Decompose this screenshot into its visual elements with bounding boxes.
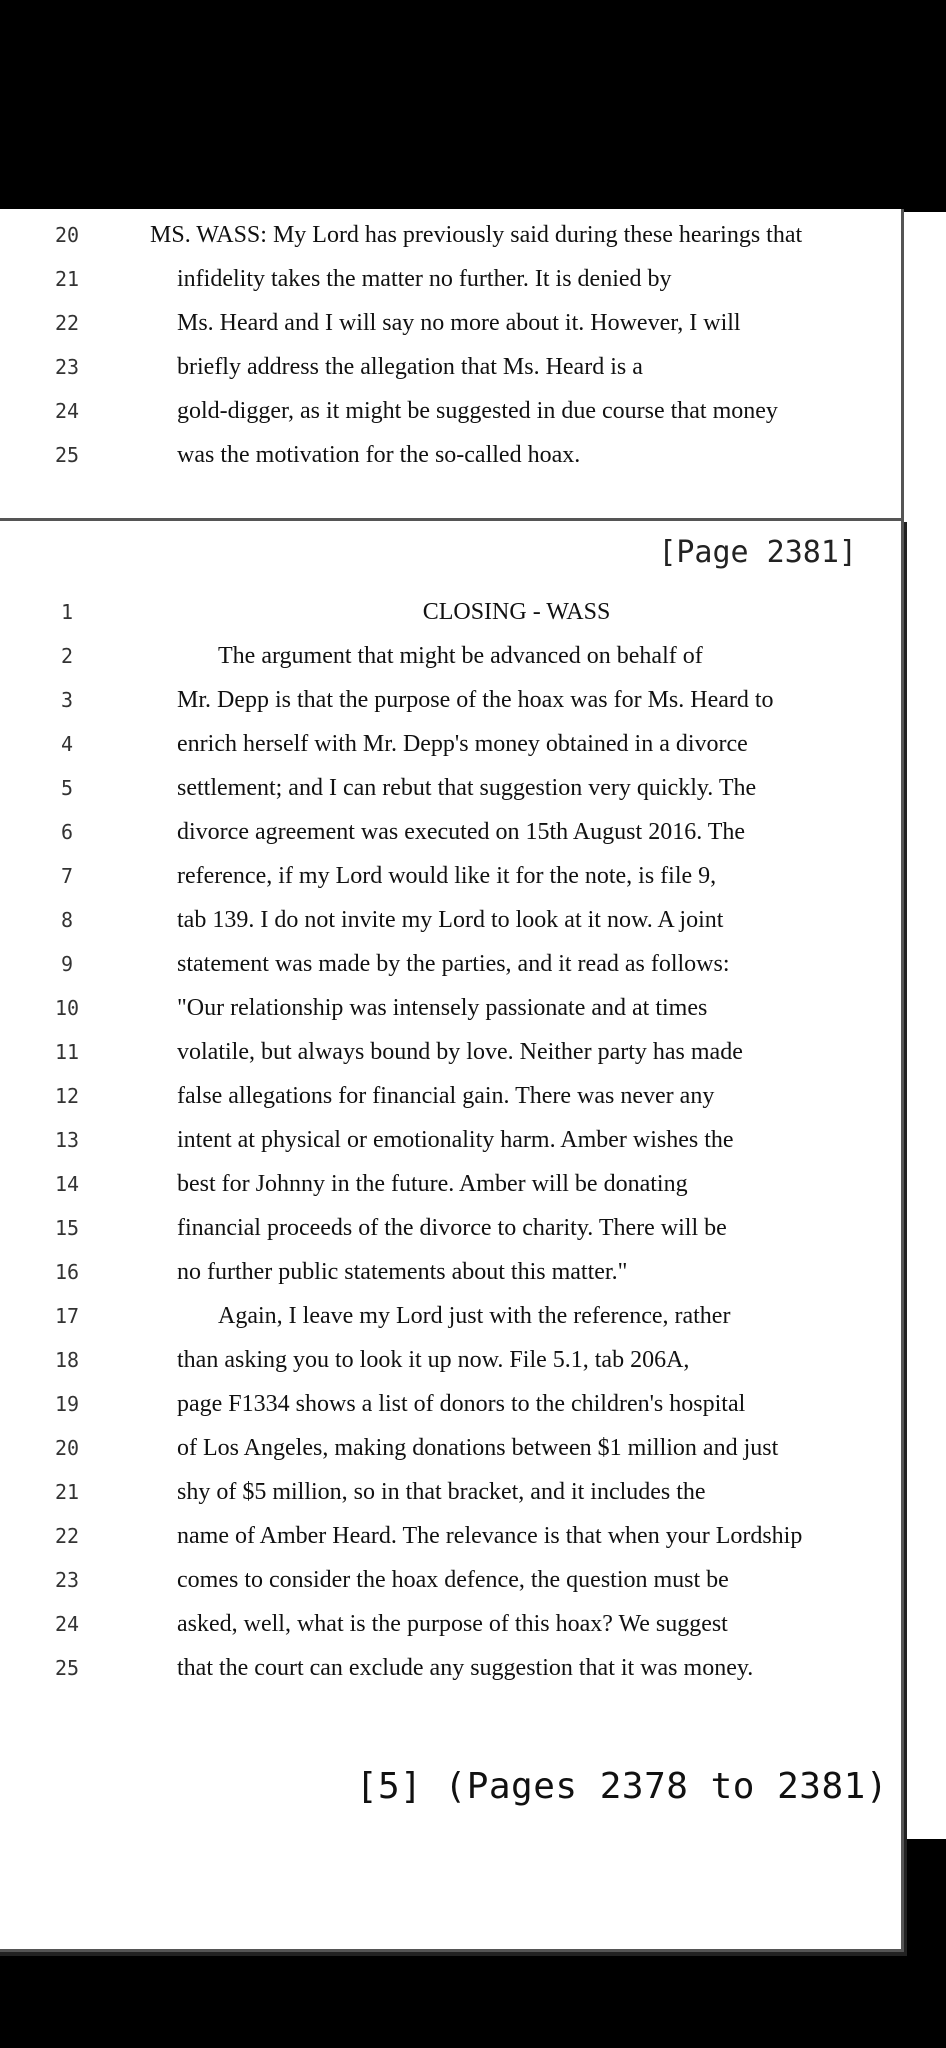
line-number: 23 [54, 1568, 80, 1592]
transcript-line [0, 1602, 901, 1646]
line-number: 15 [54, 1216, 80, 1240]
line-number: 1 [60, 600, 74, 624]
line-text: name of Amber Heard. The relevance is that when your Lordship [177, 1523, 803, 1549]
line-text: best for Johnny in the future. Amber will be donating [177, 1171, 688, 1197]
line-number: 8 [60, 908, 74, 932]
line-text: was the motivation for the so-called hoax. [177, 442, 581, 468]
line-number: 10 [54, 996, 80, 1020]
line-text: comes to consider the hoax defence, the question must be [177, 1567, 729, 1593]
line-number: 6 [60, 820, 74, 844]
line-number: 11 [54, 1040, 80, 1064]
transcript-line [0, 1250, 901, 1294]
line-text: enrich herself with Mr. Depp's money obtained in a divorce [177, 731, 748, 757]
transcript-line [0, 1382, 901, 1426]
line-number: 25 [54, 443, 80, 467]
line-number: 20 [54, 1436, 80, 1460]
transcript-line [0, 1074, 901, 1118]
line-number: 7 [60, 864, 74, 888]
line-number: 24 [54, 399, 80, 423]
line-number: 20 [54, 223, 80, 247]
transcript-line [0, 810, 901, 854]
transcript-line [0, 389, 901, 433]
line-number: 24 [54, 1612, 80, 1636]
transcript-line [0, 986, 901, 1030]
line-number: 22 [54, 1524, 80, 1548]
line-text: Again, I leave my Lord just with the reference, rather [218, 1303, 731, 1329]
line-text: statement was made by the parties, and it read as follows: [177, 951, 730, 977]
line-number: 4 [60, 732, 74, 756]
transcript-line [0, 213, 901, 257]
line-text: that the court can exclude any suggestion that it was money. [177, 1655, 754, 1681]
line-text: volatile, but always bound by love. Neither party has made [177, 1039, 743, 1065]
line-text: financial proceeds of the divorce to charity. There will be [177, 1215, 727, 1241]
line-text: page F1334 shows a list of donors to the children's hospital [177, 1391, 746, 1417]
line-text: briefly address the allegation that Ms. Heard is a [177, 354, 643, 380]
transcript-line [0, 1514, 901, 1558]
line-text: false allegations for financial gain. There was never any [177, 1083, 715, 1109]
line-text: gold-digger, as it might be suggested in due course that money [177, 398, 778, 424]
transcript-line [0, 1470, 901, 1514]
transcript-line [0, 345, 901, 389]
line-number: 25 [54, 1656, 80, 1680]
transcript-line [0, 898, 901, 942]
line-number: 16 [54, 1260, 80, 1284]
transcript-line [0, 678, 901, 722]
transcript-line [0, 1206, 901, 1250]
line-text: no further public statements about this matter." [177, 1259, 628, 1285]
transcript-line [0, 1426, 901, 1470]
transcript-line [0, 301, 901, 345]
line-text: Mr. Depp is that the purpose of the hoax was for Ms. Heard to [177, 687, 774, 713]
line-text: MS. WASS: My Lord has previously said during these hearings that [150, 222, 803, 248]
transcript-line [0, 766, 901, 810]
transcript-line [0, 854, 901, 898]
line-number: 2 [60, 644, 74, 668]
transcript-line [0, 257, 901, 301]
line-text: reference, if my Lord would like it for the note, is file 9, [177, 863, 717, 889]
line-text: tab 139. I do not invite my Lord to look at it now. A joint [177, 907, 724, 933]
line-text: than asking you to look it up now. File 5.1, tab 206A, [177, 1347, 690, 1373]
transcript-line [0, 1118, 901, 1162]
line-text: intent at physical or emotionality harm. Amber wishes the [177, 1127, 734, 1153]
line-text: infidelity takes the matter no further. It is denied by [177, 266, 672, 292]
line-number: 18 [54, 1348, 80, 1372]
page-number-label: [Page 2381] [658, 535, 857, 570]
line-text: settlement; and I can rebut that suggestion very quickly. The [177, 775, 757, 801]
line-text: The argument that might be advanced on behalf of [218, 643, 703, 669]
line-text: divorce agreement was executed on 15th August 2016. The [177, 819, 746, 845]
section-heading: CLOSING - WASS [422, 599, 611, 625]
line-number: 5 [60, 776, 74, 800]
transcript-line [0, 1162, 901, 1206]
transcript-line [0, 634, 901, 678]
line-text: shy of $5 million, so in that bracket, and it includes the [177, 1479, 706, 1505]
line-text: of Los Angeles, making donations between $1 million and just [177, 1435, 779, 1461]
line-number: 12 [54, 1084, 80, 1108]
transcript-box-previous-page [0, 209, 904, 521]
line-text: Ms. Heard and I will say no more about it. However, I will [177, 310, 741, 336]
line-number: 19 [54, 1392, 80, 1416]
transcript-line [0, 1338, 901, 1382]
transcript-line [0, 942, 901, 986]
transcript-line [0, 1646, 901, 1690]
transcript-box-page-2381 [0, 518, 904, 1952]
line-number: 9 [60, 952, 74, 976]
line-number: 21 [54, 267, 80, 291]
transcript-line [0, 1558, 901, 1602]
line-number: 13 [54, 1128, 80, 1152]
transcript-line [0, 590, 901, 634]
transcript-line [0, 1294, 901, 1338]
line-number: 22 [54, 311, 80, 335]
transcript-line [0, 722, 901, 766]
line-number: 3 [60, 688, 74, 712]
line-number: 21 [54, 1480, 80, 1504]
line-text: asked, well, what is the purpose of this hoax? We suggest [177, 1611, 728, 1637]
transcript-line [0, 1030, 901, 1074]
transcript-page [0, 212, 946, 1839]
line-number: 17 [54, 1304, 80, 1328]
page-range-footer: [5] (Pages 2378 to 2381) [355, 1766, 888, 1807]
line-text: "Our relationship was intensely passionate and at times [177, 995, 708, 1021]
transcript-line [0, 433, 901, 477]
line-number: 23 [54, 355, 80, 379]
line-number: 14 [54, 1172, 80, 1196]
